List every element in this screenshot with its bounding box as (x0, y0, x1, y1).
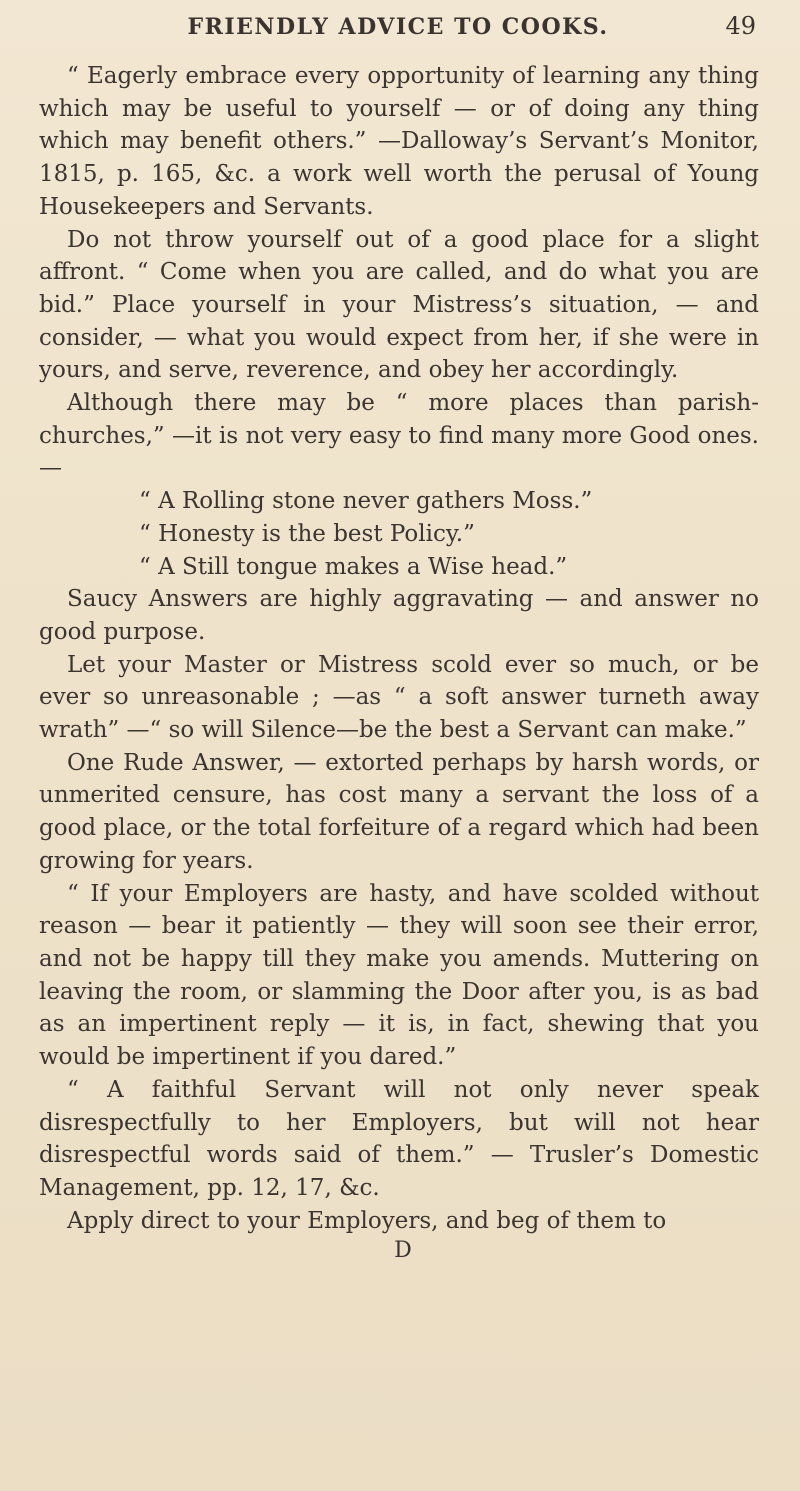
paragraph-eagerly: “ Eagerly embrace every opportunity of learning any thing which may be useful to yourself — or of doing any thing which may benefit others.” —Dalloway’s Servant’s Monitor, 1815, p. 165, &c. a work well worth the perusal of Young Housekeepers and Servants. (39, 63, 759, 220)
paragraph-do-not-throw: Do not throw yourself out of a good place for a slight affront. “ Come when you are called, and do what you are bid.” Place yourself in your Mistress’s situation, — and consider, — what you would expect from her, if she were in yours, and serve, reverence, and obey her accordingly. (39, 226, 759, 384)
paragraph-saucy-answers: Saucy Answers are highly aggravating — and answer no good purpose. (39, 586, 759, 645)
signature-mark: D (394, 1238, 412, 1264)
page-number: 49 (725, 12, 756, 40)
running-title: FRIENDLY ADVICE TO COOKS. (187, 14, 609, 40)
paragraph-apply-direct: Apply direct to your Employers, and beg of them to (67, 1207, 667, 1234)
proverb-still-tongue: “ A Still tongue makes a Wise head.” (139, 553, 568, 580)
page-header (40, 10, 756, 44)
proverb-rolling-stone: “ A Rolling stone never gathers Moss.” (139, 488, 593, 515)
proverb-honesty: “ Honesty is the best Policy.” (139, 520, 475, 547)
body-text (39, 60, 759, 1265)
paragraph-faithful-servant: “ A faithful Servant will not only never speak disrespectfully to her Employers, but will not hear disrespectful words said of them.” — Trusler’s Domestic Management, pp. 12, 17, &c. (39, 1076, 759, 1201)
paragraph-if-your-employers: “ If your Employers are hasty, and have scolded without reason — bear it patiently — they will soon see their error, and not be happy till they make you amends. Muttering on leaving the room, or slamming the Door after you, is as bad as an impertinent reply — it is, in fact, shewing that you would be impertinent if you dared.” (39, 880, 759, 1071)
paragraph-let-your-master: Let your Master or Mistress scold ever so much, or be ever so unreasonable ; —as “ a soft answer turneth away wrath” —“ so will Silence—be the best a Servant can make.” (39, 651, 759, 744)
paragraph-one-rude-answer: One Rude Answer, — extorted perhaps by harsh words, or unmerited censure, has cost many a servant the loss of a good place, or the total forfeiture of a regard which had been growing for years. (39, 749, 759, 874)
paragraph-although: Although there may be “ more places than parish-churches,” —it is not very easy to find many more Good ones. — (39, 390, 759, 482)
